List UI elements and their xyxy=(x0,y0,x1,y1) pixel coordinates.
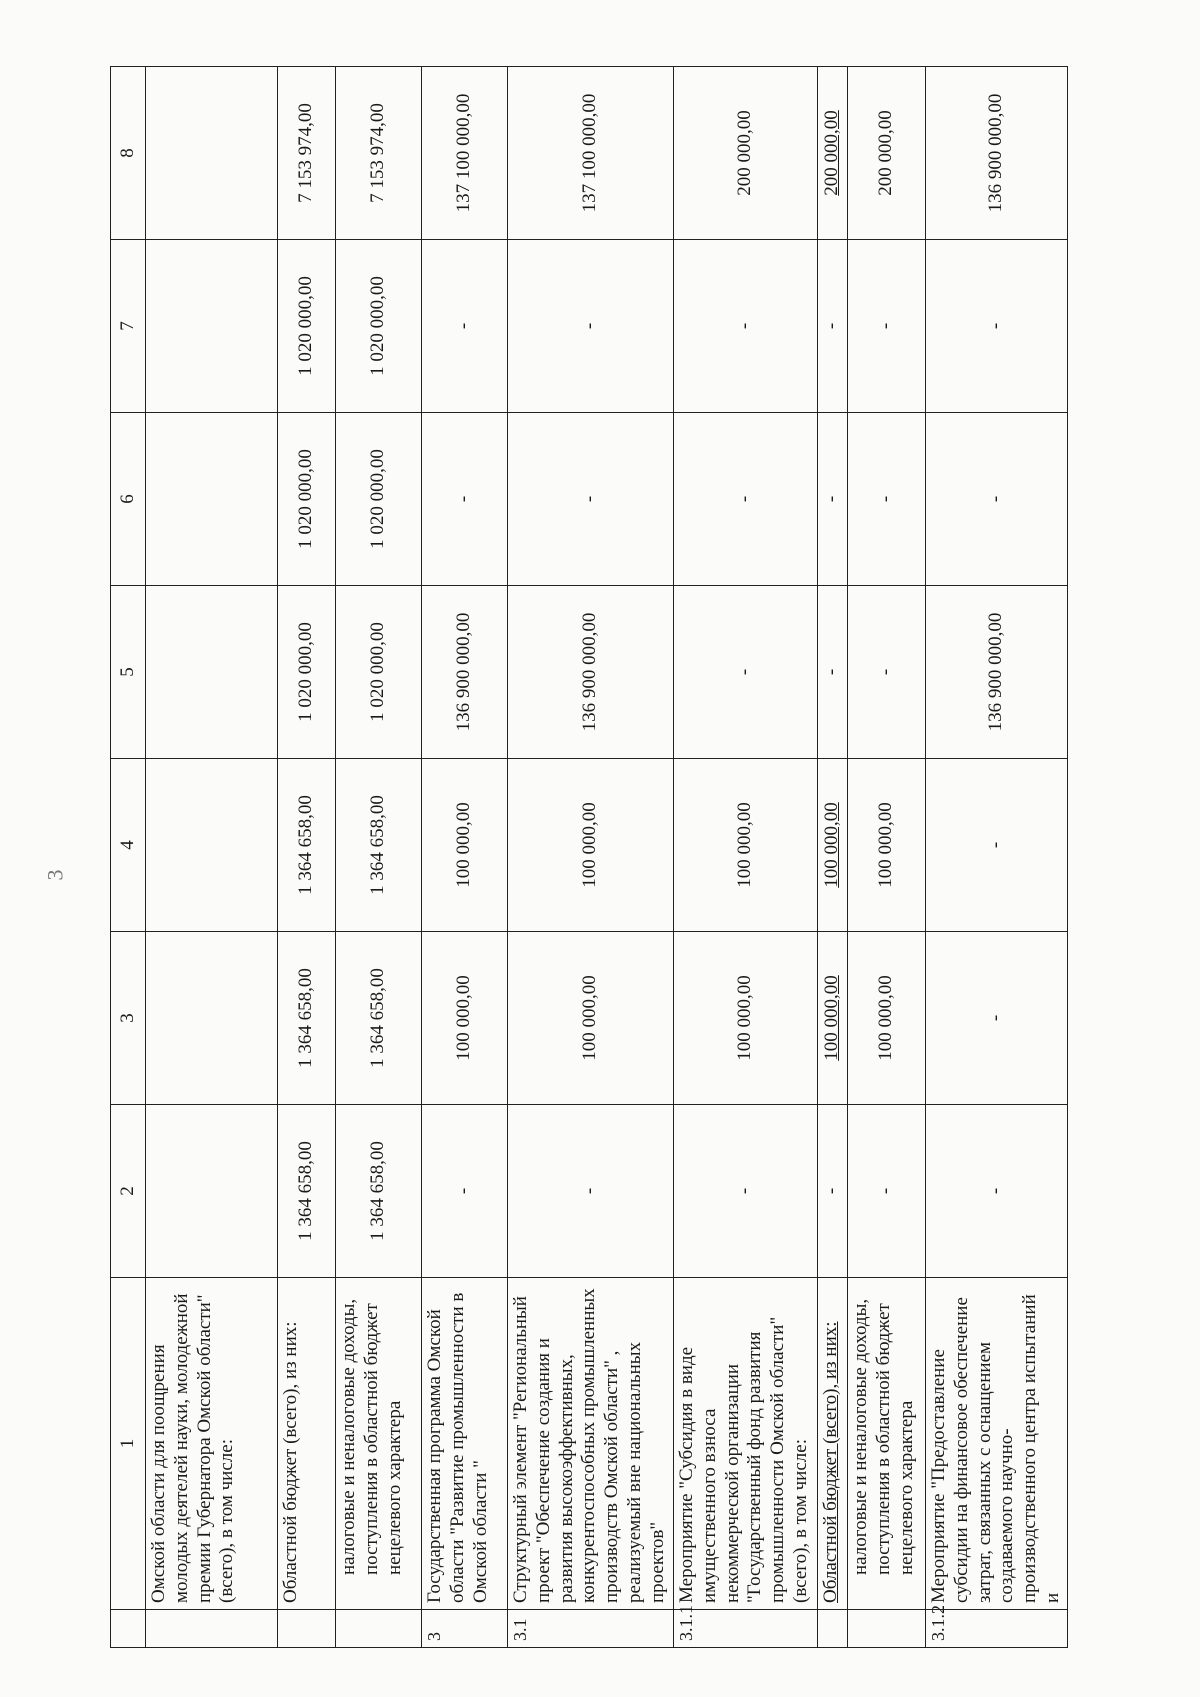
value-cell xyxy=(146,586,278,759)
header-cell: 3 xyxy=(111,932,146,1105)
page-number: 3 xyxy=(42,869,68,881)
value-cell: 136 900 000,00 xyxy=(508,586,674,759)
value-cell: 1 364 658,00 xyxy=(336,932,422,1105)
value-cell: 100 000,00 xyxy=(674,759,818,932)
row-number: 3.1.2 xyxy=(926,1610,1068,1648)
row-name: Структурный элемент "Региональный проект "Обеспечение создания и развития высокоэффективных, конкурентоспособных промышленных производств Омской области" , реализуемый вне национальных проектов" xyxy=(508,1278,674,1610)
value-cell: 1 020 000,00 xyxy=(336,586,422,759)
table-row xyxy=(336,67,422,1648)
value-cell: - xyxy=(848,240,926,413)
value-cell: 200 000,00 xyxy=(818,67,848,240)
value-cell: - xyxy=(508,413,674,586)
value-cell: 7 153 974,00 xyxy=(278,67,336,240)
header-cell: 8 xyxy=(111,67,146,240)
value-cell: 100 000,00 xyxy=(674,932,818,1105)
value-cell: - xyxy=(508,1105,674,1278)
value-cell: - xyxy=(422,1105,508,1278)
row-number: 3.1.1 xyxy=(674,1610,818,1648)
value-cell: 200 000,00 xyxy=(848,67,926,240)
rotated-table-wrapper xyxy=(110,68,1063,1648)
value-cell: - xyxy=(848,586,926,759)
table-row xyxy=(278,67,336,1648)
value-cell: 1 020 000,00 xyxy=(278,413,336,586)
value-cell: - xyxy=(422,240,508,413)
header-cell: 5 xyxy=(111,586,146,759)
value-cell: 1 364 658,00 xyxy=(336,1105,422,1278)
value-cell xyxy=(146,413,278,586)
row-number xyxy=(336,1610,422,1648)
table-row xyxy=(508,67,674,1648)
value-cell xyxy=(146,759,278,932)
value-cell xyxy=(146,240,278,413)
row-name: Государственная программа Омской области "Развитие промышленности в Омской области " xyxy=(422,1278,508,1610)
row-name: Областной бюджет (всего), из них: xyxy=(278,1278,336,1610)
value-cell: - xyxy=(818,240,848,413)
value-cell xyxy=(146,1105,278,1278)
value-cell: 1 364 658,00 xyxy=(278,1105,336,1278)
value-cell: 1 364 658,00 xyxy=(336,759,422,932)
value-cell: - xyxy=(674,586,818,759)
budget-table xyxy=(110,66,1068,1648)
value-cell xyxy=(146,932,278,1105)
value-cell: - xyxy=(926,240,1068,413)
value-cell: - xyxy=(926,413,1068,586)
value-cell: - xyxy=(926,932,1068,1105)
value-cell: 1 020 000,00 xyxy=(336,240,422,413)
value-cell: 137 100 000,00 xyxy=(508,67,674,240)
value-cell: - xyxy=(674,1105,818,1278)
table-row xyxy=(674,67,818,1648)
value-cell: 7 153 974,00 xyxy=(336,67,422,240)
value-cell: - xyxy=(926,1105,1068,1278)
row-number xyxy=(818,1610,848,1648)
value-cell: 100 000,00 xyxy=(508,759,674,932)
row-name: налоговые и неналоговые доходы, поступления в областной бюджет нецелевого характера xyxy=(848,1278,926,1610)
value-cell: 1 364 658,00 xyxy=(278,759,336,932)
value-cell: 137 100 000,00 xyxy=(422,67,508,240)
value-cell: 136 900 000,00 xyxy=(926,586,1068,759)
value-cell: 100 000,00 xyxy=(848,932,926,1105)
table-row xyxy=(818,67,848,1648)
value-cell xyxy=(146,67,278,240)
header-cell: 2 xyxy=(111,1105,146,1278)
value-cell: 1 364 658,00 xyxy=(278,932,336,1105)
value-cell: - xyxy=(848,1105,926,1278)
value-cell: 1 020 000,00 xyxy=(336,413,422,586)
value-cell: 100 000,00 xyxy=(818,932,848,1105)
row-name: Омской области для поощрения молодых деятелей науки, молодежной премии Губернатора Омской области" (всего), в том числе: xyxy=(146,1278,278,1610)
row-number xyxy=(278,1610,336,1648)
row-number xyxy=(146,1610,278,1648)
table-row xyxy=(146,67,278,1648)
value-cell: - xyxy=(818,413,848,586)
value-cell: - xyxy=(818,586,848,759)
value-cell: - xyxy=(422,413,508,586)
row-number xyxy=(848,1610,926,1648)
header-cell: 6 xyxy=(111,413,146,586)
value-cell: - xyxy=(926,759,1068,932)
value-cell: 100 000,00 xyxy=(508,932,674,1105)
row-number: 3 xyxy=(422,1610,508,1648)
row-name: Мероприятие "Субсидия в виде имущественного взноса некоммерческой организации "Государственный фонд развития промышленности Омской области" (всего), в том числе: xyxy=(674,1278,818,1610)
value-cell: 136 900 000,00 xyxy=(422,586,508,759)
value-cell: - xyxy=(674,240,818,413)
value-cell: 100 000,00 xyxy=(848,759,926,932)
value-cell: - xyxy=(848,413,926,586)
row-name: Мероприятие "Предоставление субсидии на финансовое обеспечение затрат, связанных с оснащением создаваемого научно-производственного центра испытаний и xyxy=(926,1278,1068,1610)
value-cell: 100 000,00 xyxy=(422,932,508,1105)
header-cell: 1 xyxy=(111,1278,146,1610)
value-cell: - xyxy=(818,1105,848,1278)
value-cell: - xyxy=(508,240,674,413)
value-cell: 136 900 000,00 xyxy=(926,67,1068,240)
row-name: налоговые и неналоговые доходы, поступления в областной бюджет нецелевого характера xyxy=(336,1278,422,1610)
value-cell: 1 020 000,00 xyxy=(278,240,336,413)
value-cell: 100 000,00 xyxy=(818,759,848,932)
row-number: 3.1 xyxy=(508,1610,674,1648)
header-cell-num xyxy=(111,1610,146,1648)
table-row xyxy=(926,67,1068,1648)
value-cell: 1 020 000,00 xyxy=(278,586,336,759)
table-row xyxy=(848,67,926,1648)
value-cell: 100 000,00 xyxy=(422,759,508,932)
table-row xyxy=(422,67,508,1648)
row-name: Областной бюджет (всего), из них: xyxy=(818,1278,848,1610)
value-cell: - xyxy=(674,413,818,586)
header-cell: 4 xyxy=(111,759,146,932)
table-header-row xyxy=(111,67,146,1648)
value-cell: 200 000,00 xyxy=(674,67,818,240)
header-cell: 7 xyxy=(111,240,146,413)
